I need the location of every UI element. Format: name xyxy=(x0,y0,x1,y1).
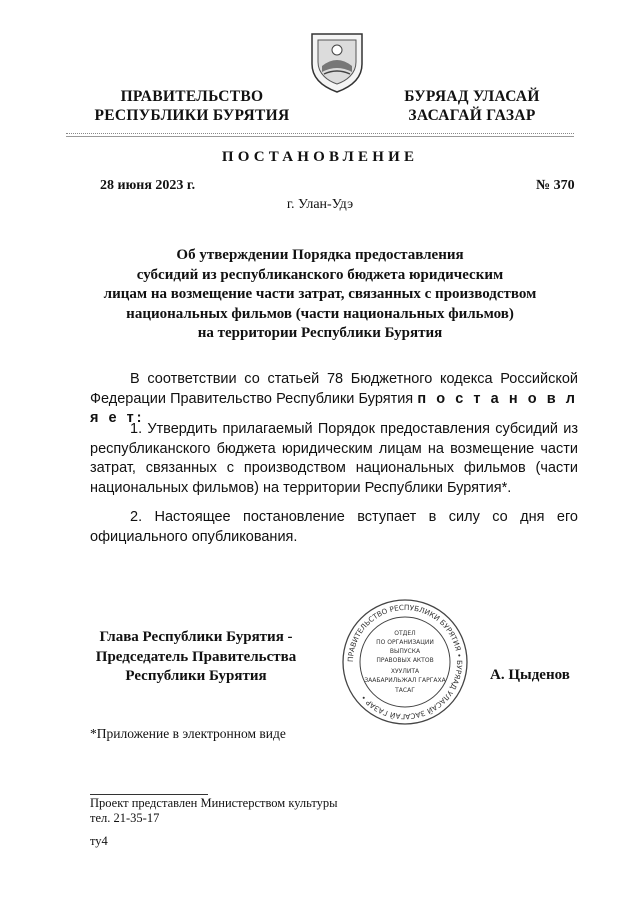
signatory-name: А. Цыденов xyxy=(490,667,570,683)
header-right-line1: БУРЯАД УЛАСАЙ xyxy=(404,88,540,105)
subject-line: лицам на возмещение части затрат, связанных с производством xyxy=(103,286,537,302)
header-right-line2: ЗАСАГАЙ ГАЗАР xyxy=(408,107,536,124)
header-divider xyxy=(66,136,574,137)
appendix-note: *Приложение в электронном виде xyxy=(90,726,286,741)
stamp-line: ХУУЛИТА xyxy=(390,668,420,675)
document-city: г. Улан-Удэ xyxy=(286,197,354,212)
document-date: 28 июня 2023 г. xyxy=(100,178,196,193)
header-right xyxy=(392,87,552,125)
signatory-title xyxy=(86,628,306,687)
stamp-line: ЗААБАРИЛЬЖАЛ ГАРГАХА xyxy=(364,677,446,684)
header-left-line2: РЕСПУБЛИКИ БУРЯТИЯ xyxy=(94,107,290,124)
document-type-title: ПОСТАНОВЛЕНИЕ xyxy=(221,149,419,165)
subject-line: субсидий из республиканского бюджета юридическим xyxy=(136,266,504,283)
signatory-title-line1: Глава Республики Бурятия - xyxy=(99,629,293,645)
subject-line: Об утверждении Порядка предоставления xyxy=(176,247,464,263)
clause-1-paragraph: 1. Утвердить прилагаемый Порядок предоставления субсидий из республиканского бюджета юридическим лицам на возмещение части затрат, связанных с производством национальных фильмов (части национальных фильмов) на территории Республики Бурятия*. xyxy=(90,421,578,496)
header-divider-dotted xyxy=(66,133,574,134)
official-stamp xyxy=(340,597,470,727)
stamp-line: ВЫПУСКА xyxy=(389,648,421,655)
stamp-line: ТАСАГ xyxy=(395,687,415,694)
stamp-line: ПО ОРГАНИЗАЦИИ xyxy=(376,639,434,646)
subject-line: на территории Республики Бурятия xyxy=(197,325,443,341)
document-number: № 370 xyxy=(536,178,575,193)
stamp-ring-textpath: ПРАВИТЕЛЬСТВО РЕСПУБЛИКИ БУРЯТИЯ • БУРЯАД УЛАСАЙ ЗАСАГАЙ ГАЗАР • xyxy=(345,602,465,722)
subject-line: национальных фильмов (части национальных фильмов) xyxy=(126,305,514,322)
stamp-line: ОТДЕЛ xyxy=(394,630,416,637)
preamble-text: В соответствии со статьей 78 Бюджетного кодекса Российской Федерации Правительство Республики Бурятия xyxy=(90,371,578,407)
signatory-title-line3: Республики Бурятия xyxy=(125,668,267,684)
coat-of-arms-icon xyxy=(308,28,366,94)
stamp-line: ПРАВОВЫХ АКТОВ xyxy=(376,657,434,664)
resolves-word: п о с т а н о в л я е т: xyxy=(90,390,578,426)
footer-divider xyxy=(90,794,208,795)
footer-prepared-by: Проект представлен Министерством культуры xyxy=(90,796,338,810)
clause-2-paragraph: 2. Настоящее постановление вступает в силу со дня его официального опубликования. xyxy=(90,509,578,545)
document-subject xyxy=(90,246,550,344)
header-left-line1: ПРАВИТЕЛЬСТВО xyxy=(120,88,264,105)
footer-phone: тел. 21-35-17 xyxy=(90,811,160,825)
footer-code: ту4 xyxy=(90,834,108,848)
header-left xyxy=(82,87,302,125)
signatory-title-line2: Председатель Правительства xyxy=(95,648,297,665)
